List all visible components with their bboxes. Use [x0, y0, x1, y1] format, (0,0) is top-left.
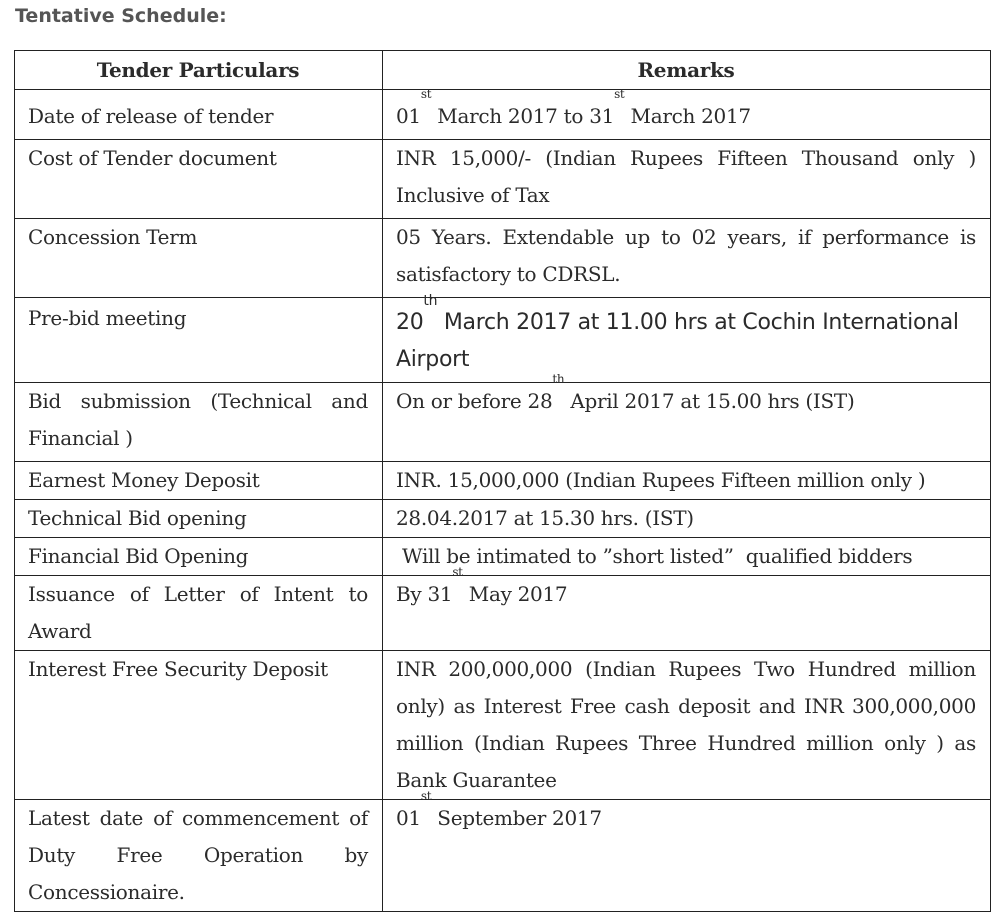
- particular-cell: Concession Term: [15, 219, 383, 298]
- remark-text: March 2017: [624, 104, 751, 128]
- remark-cell: Will be intimated to ”short listed” qualified bidders: [383, 538, 991, 576]
- particular-cell: Latest date of commencement of Duty Free Operation by Concessionaire.: [15, 800, 383, 912]
- remark-text: September 2017: [431, 806, 602, 830]
- ordinal-suffix: th: [552, 372, 565, 386]
- remark-cell: INR 200,000,000 (Indian Rupees Two Hundred million only) as Interest Free cash deposit and INR 300,000,000 million (Indian Rupees Three Hundred million only ) as Bank Guarantee: [383, 651, 991, 800]
- ordinal-suffix: st: [420, 87, 432, 101]
- ordinal-suffix: st: [614, 87, 625, 101]
- table-row: [15, 298, 991, 383]
- column-header-particulars: Tender Particulars: [15, 51, 383, 90]
- particular-cell: Date of release of tender: [15, 90, 383, 140]
- particular-cell: Financial Bid Opening: [15, 538, 383, 576]
- remark-cell: [383, 372, 991, 462]
- table-row: [15, 576, 991, 651]
- remark-cell: [383, 293, 991, 383]
- table-row: [15, 140, 991, 219]
- ordinal-suffix: st: [420, 789, 432, 803]
- particular-cell: Earnest Money Deposit: [15, 462, 383, 500]
- particular-cell: Pre-bid meeting: [15, 298, 383, 383]
- remark-text: 01: [396, 806, 421, 830]
- table-row: [15, 651, 991, 800]
- table-row: [15, 90, 991, 140]
- remark-text: By 31: [396, 582, 453, 606]
- page-heading: Tentative Schedule:: [15, 5, 227, 27]
- particular-cell: Technical Bid opening: [15, 500, 383, 538]
- ordinal-suffix: th: [423, 293, 438, 309]
- particular-cell: Cost of Tender document: [15, 140, 383, 219]
- remark-cell: 28.04.2017 at 15.30 hrs. (IST): [383, 500, 991, 538]
- table-row: [15, 538, 991, 576]
- table-row: [15, 219, 991, 298]
- table-row: [15, 383, 991, 462]
- column-header-remarks: Remarks: [383, 51, 991, 90]
- remark-text: On or before 28: [396, 389, 553, 413]
- remark-cell: INR 15,000/- (Indian Rupees Fifteen Thousand only ) Inclusive of Tax: [383, 140, 991, 219]
- table-header-row: [15, 51, 991, 90]
- table-row: [15, 500, 991, 538]
- remark-cell: [383, 565, 991, 651]
- remark-text: April 2017 at 15.00 hrs (IST): [564, 389, 855, 413]
- remark-text: May 2017: [462, 582, 568, 606]
- remark-cell: 05 Years. Extendable up to 02 years, if performance is satisfactory to CDRSL.: [383, 219, 991, 298]
- remark-cell: INR. 15,000,000 (Indian Rupees Fifteen million only ): [383, 462, 991, 500]
- remark-text: March 2017 at 11.00 hrs at Cochin International Airport: [396, 310, 959, 372]
- table-row: [15, 462, 991, 500]
- tender-schedule-table: [14, 50, 991, 912]
- particular-cell: Issuance of Letter of Intent to Award: [15, 576, 383, 651]
- ordinal-suffix: st: [452, 565, 463, 579]
- remark-cell: [383, 87, 991, 140]
- remark-text: 20: [396, 310, 424, 335]
- particular-cell: Interest Free Security Deposit: [15, 651, 383, 800]
- remark-text: 01: [396, 104, 421, 128]
- remark-text: March 2017 to 31: [431, 104, 615, 128]
- particular-cell: Bid submission (Technical and Financial ): [15, 383, 383, 462]
